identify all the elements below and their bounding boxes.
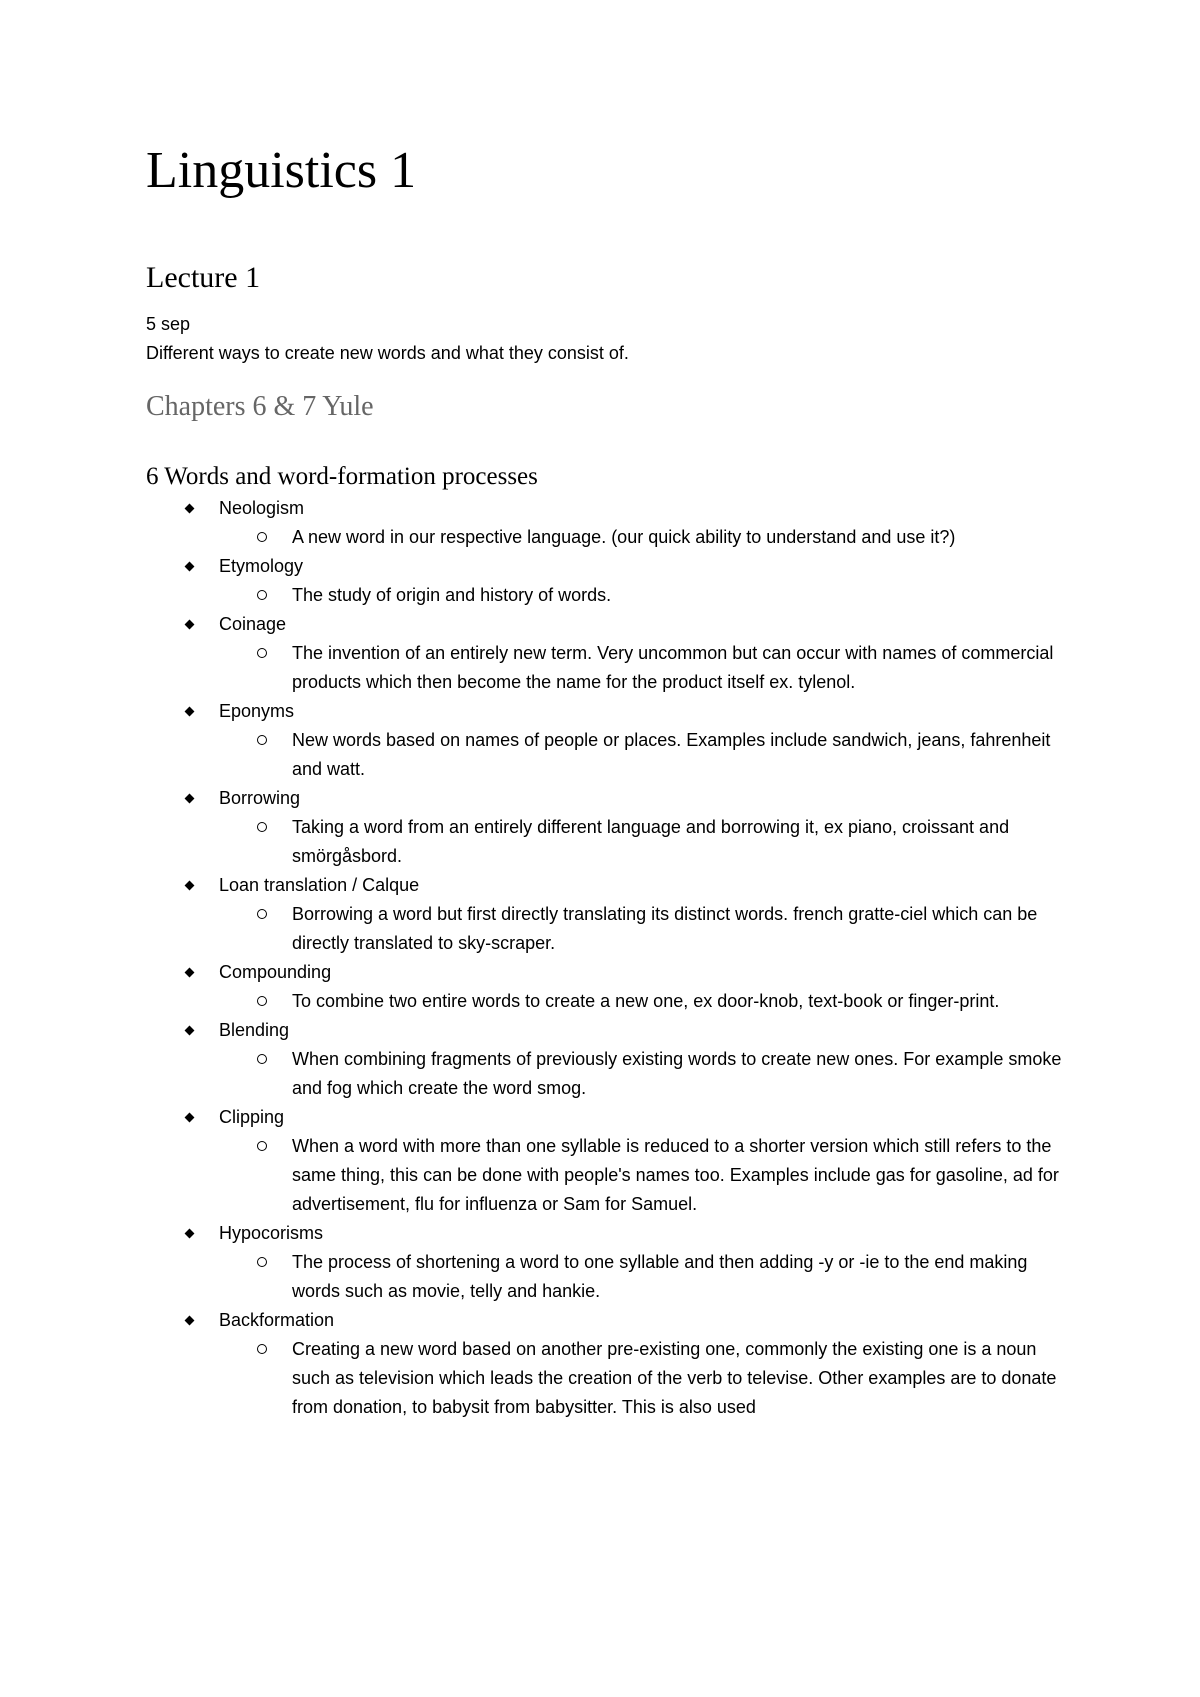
filled-diamond-bullet-icon: [185, 1026, 194, 1035]
term-item: [146, 1306, 1066, 1422]
filled-diamond-bullet-icon: [185, 620, 194, 629]
definition-list: [219, 1045, 1066, 1103]
hollow-circle-bullet-icon: [257, 1054, 267, 1064]
term-label: Compounding: [219, 961, 332, 982]
lecture-date: 5 sep: [146, 314, 191, 335]
term-item: [146, 784, 1066, 871]
definition-item: [219, 900, 1066, 958]
filled-diamond-bullet-icon: [185, 881, 194, 890]
term-item: [146, 697, 1066, 784]
term-label: Eponyms: [219, 700, 295, 721]
definition-text: The invention of an entirely new term. Very uncommon but can occur with names of commercial products which then become the name for the product itself ex. tylenol.: [292, 642, 1054, 692]
definition-item: [219, 987, 1066, 1016]
hollow-circle-bullet-icon: [257, 532, 267, 542]
term-label: Etymology: [219, 555, 304, 576]
term-label: Neologism: [219, 497, 305, 518]
definition-text: To combine two entire words to create a new one, ex door-knob, text-book or finger-print.: [292, 990, 1000, 1011]
term-item: [146, 494, 1066, 552]
lecture-heading: Lecture 1: [146, 261, 261, 295]
term-item: [146, 1219, 1066, 1306]
term-item: [146, 958, 1066, 1016]
lecture-intro: Different ways to create new words and what they consist of.: [146, 343, 629, 364]
hollow-circle-bullet-icon: [257, 1141, 267, 1151]
term-label: Borrowing: [219, 787, 301, 808]
definition-text: The process of shortening a word to one syllable and then adding -y or -ie to the end making words such as movie, telly and hankie.: [292, 1251, 1028, 1301]
hollow-circle-bullet-icon: [257, 909, 267, 919]
definition-list: [219, 581, 1066, 610]
term-label: Loan translation / Calque: [219, 874, 420, 895]
hollow-circle-bullet-icon: [257, 648, 267, 658]
definition-item: [219, 1132, 1066, 1219]
definition-text: When a word with more than one syllable is reduced to a shorter version which still refers to the same thing, this can be done with people's names too. Examples include gas for gasoline, ad for advertisement, flu for influenza or Sam for Samuel.: [292, 1135, 1059, 1214]
term-item: [146, 871, 1066, 958]
chapters-heading: Chapters 6 & 7 Yule: [146, 391, 374, 423]
term-label: Coinage: [219, 613, 287, 634]
definition-list: [219, 813, 1066, 871]
hollow-circle-bullet-icon: [257, 735, 267, 745]
term-label: Clipping: [219, 1106, 285, 1127]
definition-item: [219, 1248, 1066, 1306]
definition-item: [219, 813, 1066, 871]
term-item: [146, 1016, 1066, 1103]
definition-list: [219, 726, 1066, 784]
term-item: [146, 1103, 1066, 1219]
definition-item: [219, 1335, 1066, 1422]
hollow-circle-bullet-icon: [257, 1344, 267, 1354]
definition-list: [219, 987, 1066, 1016]
definition-list: [219, 1132, 1066, 1219]
definition-list: [219, 1248, 1066, 1306]
filled-diamond-bullet-icon: [185, 794, 194, 803]
filled-diamond-bullet-icon: [185, 1316, 194, 1325]
hollow-circle-bullet-icon: [257, 1257, 267, 1267]
term-label: Backformation: [219, 1309, 335, 1330]
section-heading: 6 Words and word-formation processes: [146, 462, 538, 490]
definition-text: Borrowing a word but first directly translating its distinct words. french gratte-ciel which can be directly translated to sky-scraper.: [292, 903, 1038, 953]
definition-item: [219, 523, 1066, 552]
definition-item: [219, 639, 1066, 697]
filled-diamond-bullet-icon: [185, 968, 194, 977]
term-item: [146, 610, 1066, 697]
term-label: Blending: [219, 1019, 290, 1040]
definition-item: [219, 581, 1066, 610]
definition-text: Taking a word from an entirely different language and borrowing it, ex piano, croissant and smörgåsbord.: [292, 816, 1010, 866]
filled-diamond-bullet-icon: [185, 504, 194, 513]
filled-diamond-bullet-icon: [185, 1113, 194, 1122]
definition-item: [219, 1045, 1066, 1103]
hollow-circle-bullet-icon: [257, 590, 267, 600]
definition-list: [219, 639, 1066, 697]
definition-text: The study of origin and history of words.: [292, 584, 612, 605]
hollow-circle-bullet-icon: [257, 822, 267, 832]
terms-list: [146, 494, 1066, 1422]
filled-diamond-bullet-icon: [185, 562, 194, 571]
definition-text: Creating a new word based on another pre-existing one, commonly the existing one is a noun such as television which leads the creation of the verb to televise. Other examples are to donate from donation, to babysit from babysitter. This is also used: [292, 1338, 1057, 1417]
term-item: [146, 552, 1066, 610]
filled-diamond-bullet-icon: [185, 707, 194, 716]
definition-list: [219, 1335, 1066, 1422]
hollow-circle-bullet-icon: [257, 996, 267, 1006]
document-title: Linguistics 1: [146, 142, 417, 199]
definition-text: A new word in our respective language. (our quick ability to understand and use it?): [292, 526, 956, 547]
definition-text: When combining fragments of previously existing words to create new ones. For example smoke and fog which create the word smog.: [292, 1048, 1062, 1098]
definition-list: [219, 900, 1066, 958]
term-label: Hypocorisms: [219, 1222, 324, 1243]
document-content: [146, 140, 1066, 1422]
definition-text: New words based on names of people or places. Examples include sandwich, jeans, fahrenheit and watt.: [292, 729, 1051, 779]
filled-diamond-bullet-icon: [185, 1229, 194, 1238]
definition-list: [219, 523, 1066, 552]
definition-item: [219, 726, 1066, 784]
